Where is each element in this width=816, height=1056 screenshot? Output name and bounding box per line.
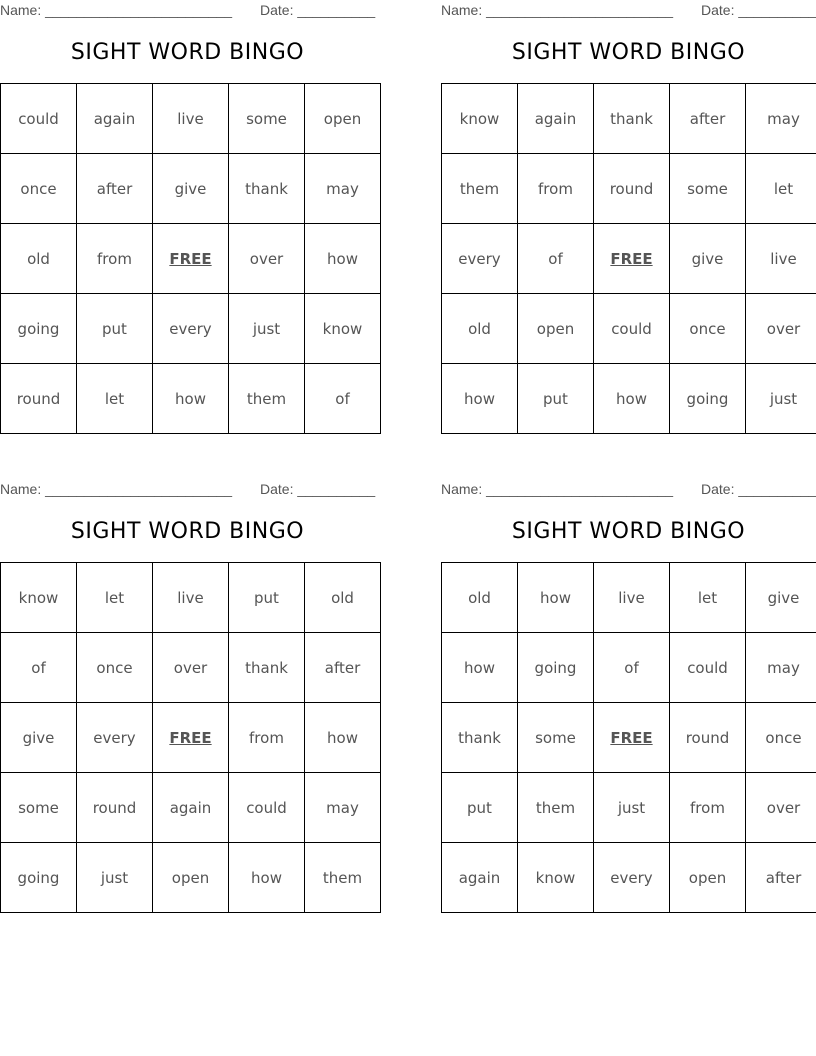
word-cell: some bbox=[670, 154, 746, 224]
grid-row bbox=[1, 703, 381, 773]
word-cell: once bbox=[77, 633, 153, 703]
word-cell: open bbox=[305, 84, 381, 154]
grid-row bbox=[442, 703, 816, 773]
free-space: FREE bbox=[594, 703, 670, 773]
word-cell: let bbox=[77, 563, 153, 633]
grid-row bbox=[442, 364, 816, 434]
grid-row bbox=[1, 154, 381, 224]
word-cell: put bbox=[442, 773, 518, 843]
word-cell: them bbox=[305, 843, 381, 913]
word-cell: over bbox=[746, 773, 816, 843]
word-cell: old bbox=[1, 224, 77, 294]
word-cell: going bbox=[1, 294, 77, 364]
date-line: Date: __________ bbox=[260, 481, 376, 497]
word-cell: again bbox=[442, 843, 518, 913]
card-header bbox=[0, 0, 375, 22]
grid-row bbox=[442, 224, 816, 294]
free-space: FREE bbox=[153, 703, 229, 773]
word-cell: over bbox=[229, 224, 305, 294]
word-cell: again bbox=[77, 84, 153, 154]
word-cell: every bbox=[442, 224, 518, 294]
date-line: Date: __________ bbox=[701, 481, 816, 497]
word-cell: some bbox=[518, 703, 594, 773]
grid-row bbox=[1, 633, 381, 703]
grid-row bbox=[1, 294, 381, 364]
word-cell: going bbox=[1, 843, 77, 913]
word-cell: could bbox=[1, 84, 77, 154]
card-title: SIGHT WORD BINGO bbox=[511, 40, 746, 65]
free-space: FREE bbox=[153, 224, 229, 294]
free-space: FREE bbox=[594, 224, 670, 294]
word-cell: from bbox=[670, 773, 746, 843]
word-cell: every bbox=[594, 843, 670, 913]
grid-row bbox=[442, 294, 816, 364]
grid-row bbox=[442, 843, 816, 913]
word-cell: after bbox=[77, 154, 153, 224]
word-cell: old bbox=[442, 563, 518, 633]
name-line: Name: ________________________ bbox=[0, 2, 232, 18]
card-title: SIGHT WORD BINGO bbox=[70, 40, 305, 65]
word-cell: know bbox=[305, 294, 381, 364]
grid-row bbox=[442, 563, 816, 633]
grid-row bbox=[1, 563, 381, 633]
word-cell: may bbox=[746, 84, 816, 154]
word-cell: after bbox=[305, 633, 381, 703]
word-cell: may bbox=[305, 773, 381, 843]
word-cell: live bbox=[594, 563, 670, 633]
grid-row bbox=[1, 84, 381, 154]
word-cell: after bbox=[670, 84, 746, 154]
word-cell: let bbox=[670, 563, 746, 633]
word-cell: thank bbox=[594, 84, 670, 154]
word-cell: live bbox=[153, 84, 229, 154]
word-cell: know bbox=[518, 843, 594, 913]
word-cell: give bbox=[1, 703, 77, 773]
card-title: SIGHT WORD BINGO bbox=[511, 519, 746, 544]
word-cell: put bbox=[518, 364, 594, 434]
word-cell: of bbox=[1, 633, 77, 703]
word-cell: some bbox=[229, 84, 305, 154]
word-cell: open bbox=[153, 843, 229, 913]
grid-row bbox=[442, 773, 816, 843]
word-cell: how bbox=[442, 633, 518, 703]
card-header bbox=[0, 479, 375, 501]
word-cell: how bbox=[305, 224, 381, 294]
word-cell: going bbox=[670, 364, 746, 434]
name-line: Name: ________________________ bbox=[0, 481, 232, 497]
word-cell: round bbox=[594, 154, 670, 224]
word-cell: just bbox=[229, 294, 305, 364]
date-line: Date: __________ bbox=[701, 2, 816, 18]
grid-row bbox=[1, 224, 381, 294]
word-cell: could bbox=[594, 294, 670, 364]
word-cell: of bbox=[594, 633, 670, 703]
word-cell: once bbox=[746, 703, 816, 773]
word-cell: from bbox=[77, 224, 153, 294]
word-cell: may bbox=[305, 154, 381, 224]
word-cell: old bbox=[305, 563, 381, 633]
grid-row bbox=[442, 154, 816, 224]
word-cell: round bbox=[77, 773, 153, 843]
word-cell: open bbox=[518, 294, 594, 364]
word-cell: how bbox=[594, 364, 670, 434]
card-header bbox=[441, 0, 816, 22]
word-cell: again bbox=[153, 773, 229, 843]
name-line: Name: ________________________ bbox=[441, 2, 673, 18]
word-cell: some bbox=[1, 773, 77, 843]
word-cell: may bbox=[746, 633, 816, 703]
grid-row bbox=[1, 843, 381, 913]
word-cell: how bbox=[442, 364, 518, 434]
word-cell: open bbox=[670, 843, 746, 913]
word-cell: could bbox=[670, 633, 746, 703]
word-cell: after bbox=[746, 843, 816, 913]
word-cell: know bbox=[442, 84, 518, 154]
word-cell: once bbox=[670, 294, 746, 364]
word-cell: just bbox=[594, 773, 670, 843]
bingo-grid bbox=[441, 83, 816, 434]
word-cell: give bbox=[670, 224, 746, 294]
word-cell: from bbox=[518, 154, 594, 224]
word-cell: over bbox=[153, 633, 229, 703]
grid-row bbox=[442, 84, 816, 154]
word-cell: how bbox=[153, 364, 229, 434]
word-cell: put bbox=[229, 563, 305, 633]
word-cell: every bbox=[153, 294, 229, 364]
word-cell: round bbox=[1, 364, 77, 434]
word-cell: them bbox=[442, 154, 518, 224]
word-cell: how bbox=[229, 843, 305, 913]
word-cell: once bbox=[1, 154, 77, 224]
card-title: SIGHT WORD BINGO bbox=[70, 519, 305, 544]
word-cell: how bbox=[518, 563, 594, 633]
grid-row bbox=[1, 364, 381, 434]
word-cell: put bbox=[77, 294, 153, 364]
word-cell: live bbox=[153, 563, 229, 633]
word-cell: just bbox=[77, 843, 153, 913]
word-cell: know bbox=[1, 563, 77, 633]
word-cell: again bbox=[518, 84, 594, 154]
word-cell: thank bbox=[229, 154, 305, 224]
word-cell: over bbox=[746, 294, 816, 364]
word-cell: live bbox=[746, 224, 816, 294]
word-cell: thank bbox=[442, 703, 518, 773]
word-cell: how bbox=[305, 703, 381, 773]
word-cell: let bbox=[77, 364, 153, 434]
word-cell: from bbox=[229, 703, 305, 773]
word-cell: old bbox=[442, 294, 518, 364]
bingo-grid bbox=[441, 562, 816, 913]
word-cell: round bbox=[670, 703, 746, 773]
word-cell: give bbox=[746, 563, 816, 633]
word-cell: going bbox=[518, 633, 594, 703]
bingo-grid bbox=[0, 83, 381, 434]
word-cell: just bbox=[746, 364, 816, 434]
grid-row bbox=[1, 773, 381, 843]
word-cell: every bbox=[77, 703, 153, 773]
word-cell: of bbox=[518, 224, 594, 294]
word-cell: them bbox=[518, 773, 594, 843]
word-cell: of bbox=[305, 364, 381, 434]
card-header bbox=[441, 479, 816, 501]
bingo-grid bbox=[0, 562, 381, 913]
word-cell: could bbox=[229, 773, 305, 843]
word-cell: give bbox=[153, 154, 229, 224]
name-line: Name: ________________________ bbox=[441, 481, 673, 497]
date-line: Date: __________ bbox=[260, 2, 376, 18]
word-cell: thank bbox=[229, 633, 305, 703]
word-cell: them bbox=[229, 364, 305, 434]
grid-row bbox=[442, 633, 816, 703]
word-cell: let bbox=[746, 154, 816, 224]
